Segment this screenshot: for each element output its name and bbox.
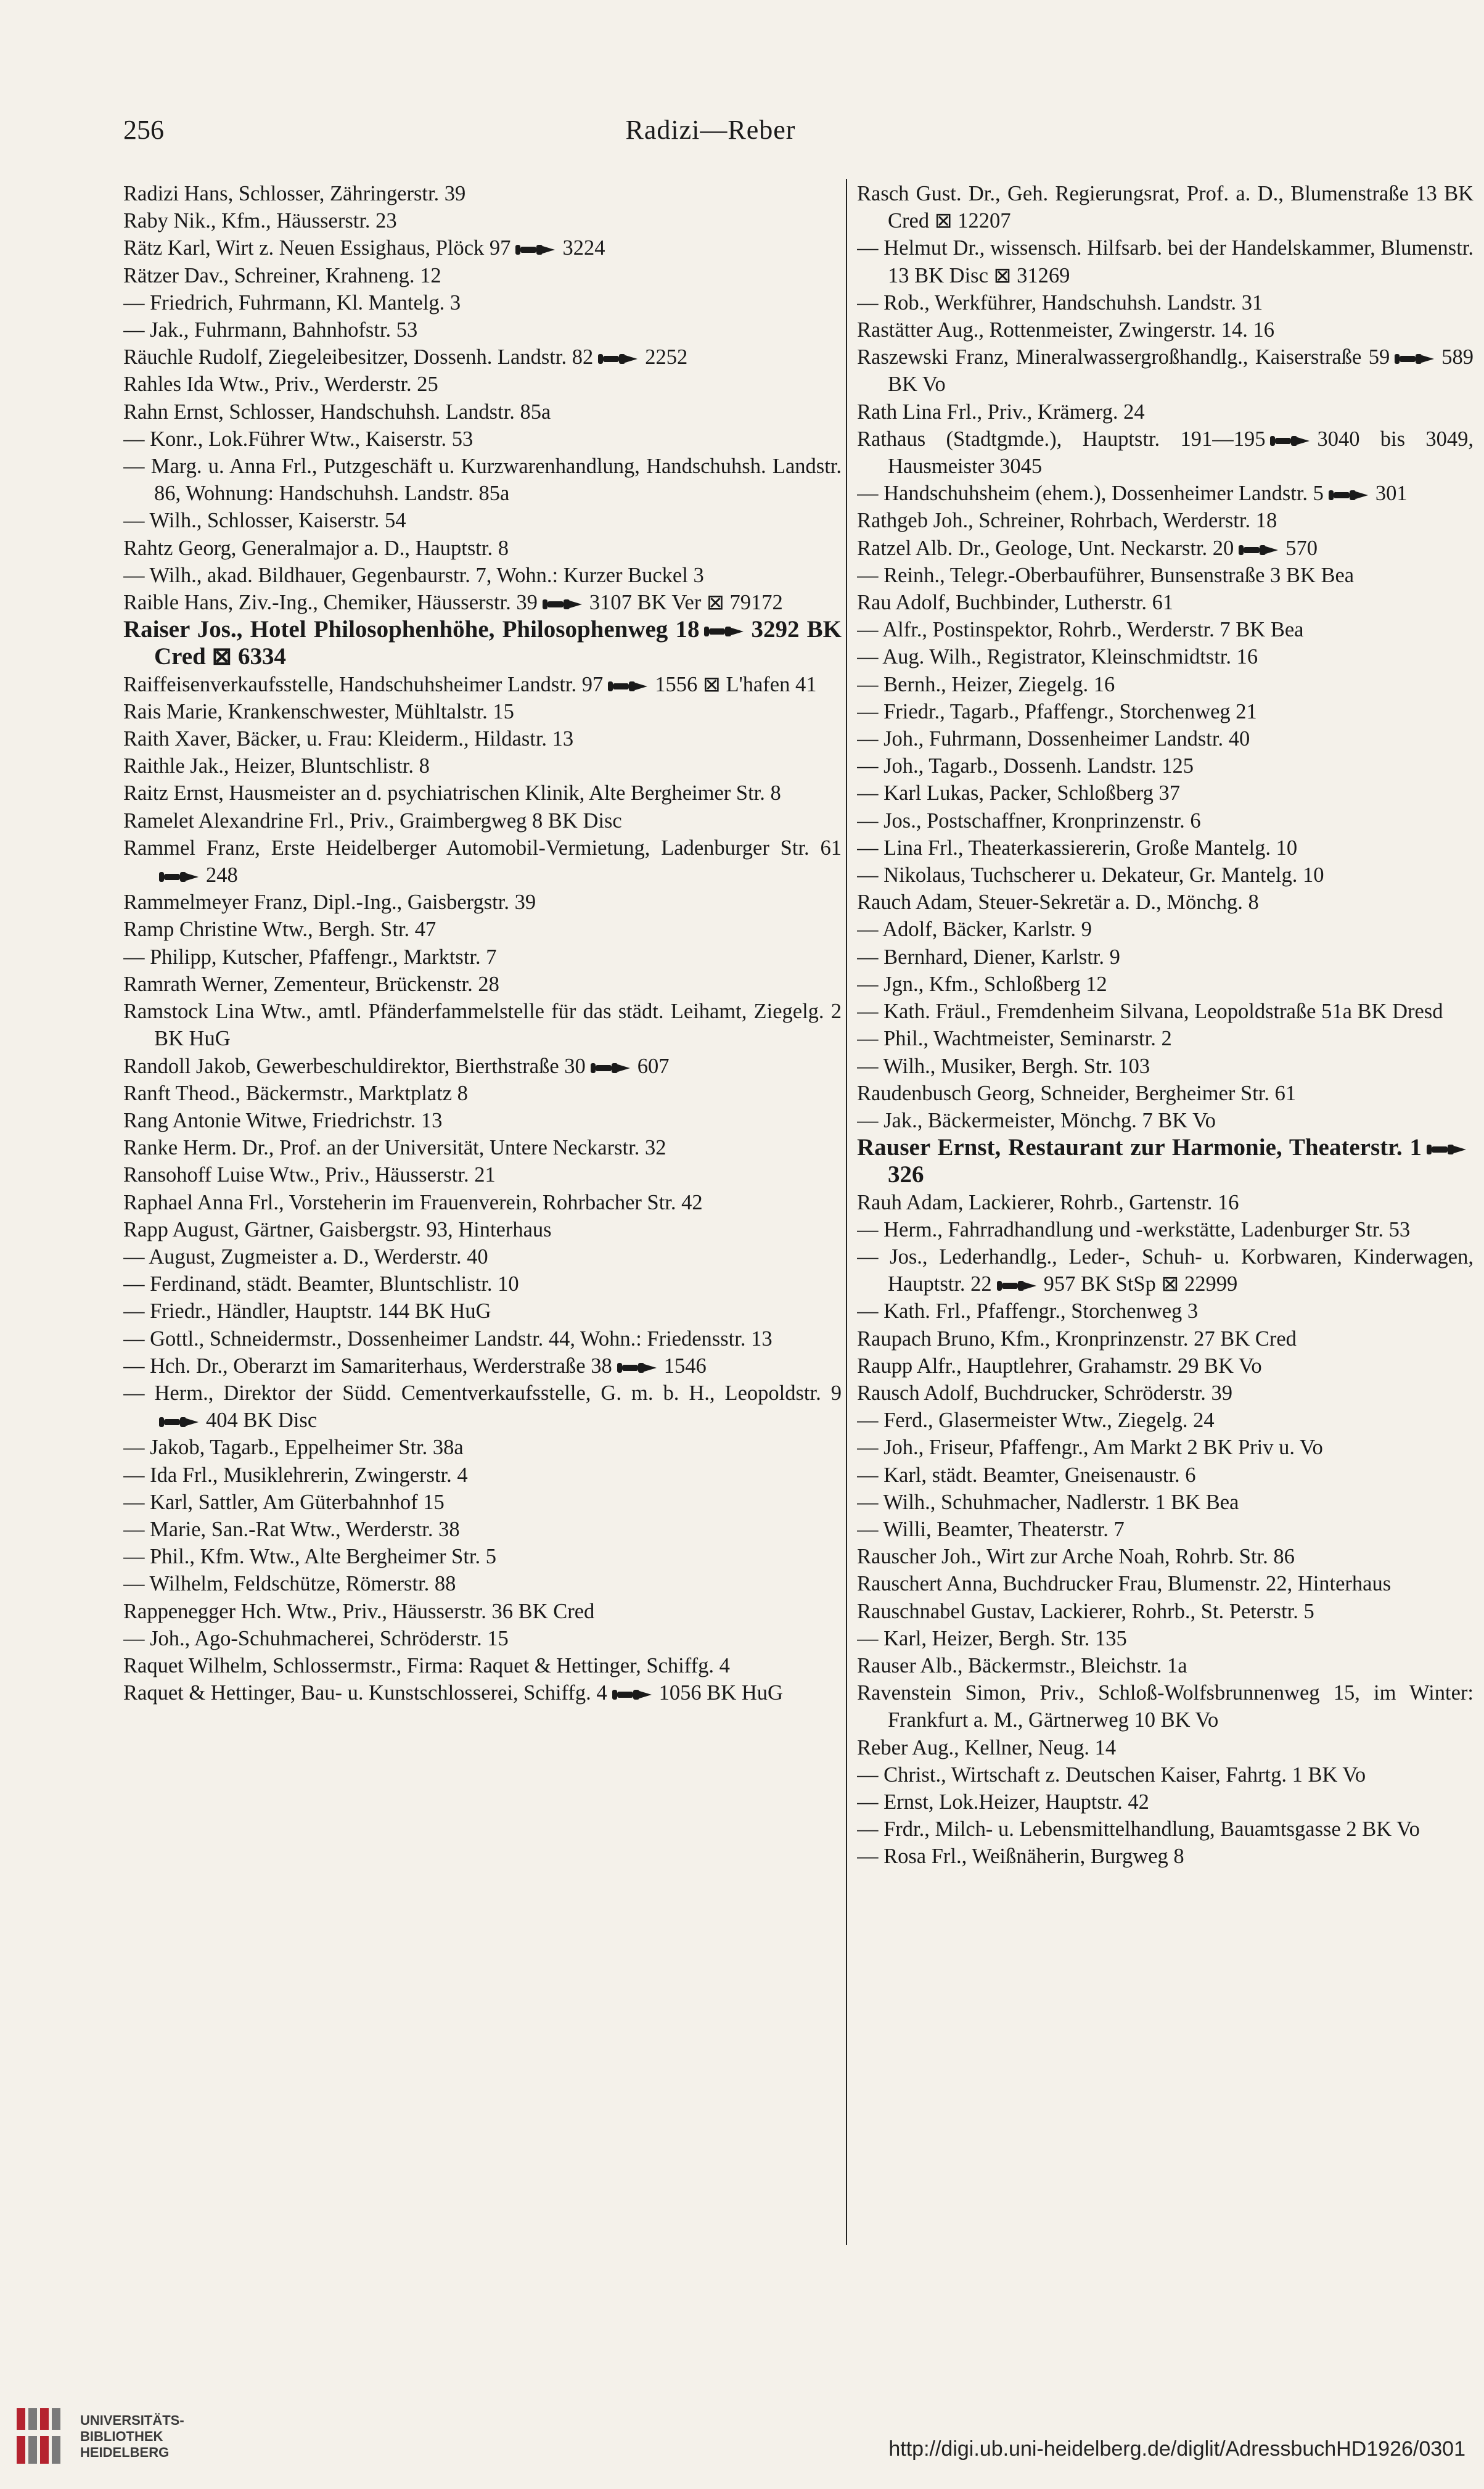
directory-entry [857, 1816, 1474, 1843]
entry-text: Raiffeisenverkaufsstelle, Handschuhsheimer Landstr. 97 [123, 672, 604, 696]
entry-text: — Karl, Heizer, Bergh. Str. 135 [857, 1626, 1127, 1650]
entry-text: — Christ., Wirtschaft z. Deutschen Kaiser, Fahrtg. 1 BK Vo [857, 1763, 1366, 1787]
directory-entry [857, 1080, 1474, 1107]
directory-entry [123, 807, 842, 834]
entry-text: Rauschnabel Gustav, Lackierer, Rohrb., St. Peterstr. 5 [857, 1599, 1314, 1623]
directory-entry [857, 1134, 1474, 1188]
entry-text: — Reinh., Telegr.-Oberbauführer, Bunsenstraße 3 BK Bea [857, 563, 1355, 587]
entry-text: Räuchle Rudolf, Ziegeleibesitzer, Dossenh. Landstr. 82 [123, 345, 594, 369]
entry-text: Ravenstein Simon, Priv., Schloß-Wolfsbrunnenweg 15, im Winter: Frankfurt a. M., Gärtnerweg 10 BK Vo [857, 1681, 1474, 1732]
directory-entry [123, 316, 842, 344]
directory-entry [857, 180, 1474, 234]
directory-entry [857, 1352, 1474, 1380]
directory-entry [123, 752, 842, 780]
entry-text: Rammelmeyer Franz, Dipl.-Ing., Gaisbergstr. 39 [123, 891, 536, 915]
entry-text: — Aug. Wilh., Registrator, Kleinschmidtstr. 16 [857, 645, 1258, 669]
directory-entry [857, 289, 1474, 316]
directory-entry [857, 344, 1474, 398]
directory-entry [123, 698, 842, 725]
left-column [123, 180, 842, 2246]
phone-number: 607 [637, 1054, 670, 1078]
entry-text: — Frdr., Milch- u. Lebensmittelhandlung, Bauamtsgasse 2 BK Vo [857, 1817, 1420, 1841]
entry-text: — Wilhelm, Feldschütze, Römerstr. 88 [123, 1572, 456, 1596]
directory-entry [123, 944, 842, 971]
running-title: Radizi—Reber [625, 115, 796, 145]
directory-entry [857, 1434, 1474, 1461]
entry-text: Raupp Alfr., Hauptlehrer, Grahamstr. 29 BK Vo [857, 1354, 1262, 1378]
directory-entry [123, 344, 842, 371]
directory-entry [857, 1325, 1474, 1352]
telephone-icon [703, 624, 747, 639]
directory-entry [123, 507, 842, 534]
entry-text: Rätzer Dav., Schreiner, Krahneng. 12 [123, 263, 441, 287]
telephone-icon [514, 242, 559, 257]
entry-text: — Kath. Fräul., Fremdenheim Silvana, Leopoldstraße 51a BK Dresd [857, 1000, 1443, 1024]
directory-entry [123, 1107, 842, 1134]
phone-number: 3040 [1317, 427, 1360, 451]
directory-entry [123, 1543, 842, 1570]
directory-entry [857, 971, 1474, 998]
phone-number: 1556 [655, 672, 698, 696]
directory-entry [857, 1652, 1474, 1679]
directory-entry [857, 616, 1474, 643]
directory-entry [857, 780, 1474, 807]
directory-entry [857, 1734, 1474, 1761]
entry-text: — Herm., Direktor der Südd. Cementverkaufsstelle, G. m. b. H., Leopoldstr. 9 [123, 1381, 842, 1405]
directory-entry [857, 535, 1474, 562]
directory-entry [123, 1679, 842, 1706]
directory-entry [123, 207, 842, 234]
entry-text: Rasch Gust. Dr., Geh. Regierungsrat, Prof. a. D., Blumenstraße 13 BK Cred ⊠ 12207 [857, 182, 1474, 233]
directory-entry [123, 780, 842, 807]
telephone-icon [541, 597, 586, 612]
directory-entry [857, 562, 1474, 589]
library-name-line-1: UNIVERSITÄTS- [80, 2413, 184, 2428]
telephone-icon [611, 1687, 655, 1702]
entry-text: Raible Hans, Ziv.-Ing., Chemiker, Häusserstr. 39 [123, 591, 538, 615]
entry-text: Randoll Jakob, Gewerbeschuldirektor, Bierthstraße 30 [123, 1054, 586, 1078]
entry-text: — Ernst, Lok.Heizer, Hauptstr. 42 [857, 1790, 1149, 1814]
entry-text: — Marg. u. Anna Frl., Putzgeschäft u. Kurzwarenhandlung, Handschuhsh. Landstr. 86, Wohnung: Handschuhsh. Landstr. 85a [123, 455, 842, 506]
entry-text: — Karl, städt. Beamter, Gneisenaustr. 6 [857, 1463, 1196, 1487]
entry-text: Ranke Herm. Dr., Prof. an der Universität, Untere Neckarstr. 32 [123, 1136, 666, 1160]
phone-number: 326 [888, 1161, 924, 1188]
directory-entry [857, 507, 1474, 534]
entry-text: Raszewski Franz, Mineralwassergroßhandlg., Kaiserstraße 59 [857, 345, 1390, 369]
directory-entry [857, 752, 1474, 780]
entry-text: — Joh., Friseur, Pfaffengr., Am Markt 2 BK Priv u. Vo [857, 1436, 1323, 1460]
entry-text: — Adolf, Bäcker, Karlstr. 9 [857, 918, 1092, 942]
directory-entry [123, 562, 842, 589]
entry-text: Raudenbusch Georg, Schneider, Bergheimer Str. 61 [857, 1081, 1297, 1105]
entry-text: Reber Aug., Kellner, Neug. 14 [857, 1735, 1117, 1759]
directory-entry [857, 1380, 1474, 1407]
entry-text: Raiser Jos., Hotel Philosophenhöhe, Philosophenweg 18 [123, 616, 700, 643]
directory-entry [857, 1516, 1474, 1543]
entry-text: — Joh., Tagarb., Dossenh. Landstr. 125 [857, 754, 1194, 778]
entry-text: Rauh Adam, Lackierer, Rohrb., Gartenstr. 16 [857, 1190, 1239, 1214]
phone-number: 1546 [663, 1354, 707, 1378]
entry-text: — Rosa Frl., Weißnäherin, Burgweg 8 [857, 1845, 1184, 1869]
telephone-icon [996, 1278, 1040, 1293]
entry-text: — Jakob, Tagarb., Eppelheimer Str. 38a [123, 1436, 464, 1460]
directory-entry [857, 589, 1474, 616]
directory-entry [123, 916, 842, 943]
entry-text: Ranft Theod., Bäckermstr., Marktplatz 8 [123, 1081, 468, 1105]
entry-text: — Marie, San.-Rat Wtw., Werderstr. 38 [123, 1517, 460, 1541]
directory-entry [857, 1598, 1474, 1625]
directory-entry [123, 1352, 842, 1380]
phone-number: 957 [1043, 1272, 1076, 1296]
entry-text: Raitz Ernst, Hausmeister an d. psychiatrischen Klinik, Alte Bergheimer Str. 8 [123, 781, 781, 805]
directory-entry [857, 1761, 1474, 1788]
column-divider [846, 179, 847, 2245]
entry-text: — Ferd., Glasermeister Wtw., Ziegelg. 24 [857, 1409, 1215, 1433]
telephone-icon [1237, 543, 1282, 557]
directory-entry [123, 1462, 842, 1489]
directory-entry [123, 725, 842, 752]
phone-number: 589 [1441, 345, 1474, 369]
entry-text: Rausch Adolf, Buchdrucker, Schröderstr. 39 [857, 1381, 1232, 1405]
directory-entry [123, 1270, 842, 1298]
entry-text: — Jos., Postschaffner, Kronprinzenstr. 6 [857, 808, 1201, 833]
directory-entry [857, 916, 1474, 943]
entry-text: Ramrath Werner, Zementeur, Brückenstr. 28 [123, 972, 499, 996]
entry-text: Rath Lina Frl., Priv., Krämerg. 24 [857, 400, 1145, 424]
entry-text: — Jak., Bäckermeister, Mönchg. 7 BK Vo [857, 1108, 1216, 1132]
page-header [123, 114, 1298, 151]
phone-number: 2252 [645, 345, 688, 369]
directory-entry [123, 289, 842, 316]
entry-text: — Friedr., Tagarb., Pfaffengr., Storchenweg 21 [857, 699, 1257, 723]
telephone-icon [589, 1061, 634, 1076]
directory-entry [123, 1080, 842, 1107]
entry-text: — Bernh., Heizer, Ziegelg. 16 [857, 672, 1115, 696]
entry-text: — August, Zugmeister a. D., Werderstr. 40 [123, 1244, 488, 1269]
entry-text: Rathgeb Joh., Schreiner, Rohrbach, Werderstr. 18 [857, 509, 1277, 533]
directory-entry [123, 998, 842, 1052]
entry-suffix: ⊠ L'hafen 41 [697, 672, 817, 696]
entry-text: — Friedr., Händler, Hauptstr. 144 BK HuG [123, 1299, 491, 1323]
entry-text: — Kath. Frl., Pfaffengr., Storchenweg 3 [857, 1299, 1199, 1323]
telephone-icon [1425, 1142, 1470, 1157]
directory-entry [123, 1652, 842, 1679]
entry-suffix: BK HuG [701, 1681, 783, 1705]
directory-entry [123, 262, 842, 289]
directory-entry [857, 1788, 1474, 1816]
entry-text: Raby Nik., Kfm., Häusserstr. 23 [123, 209, 397, 233]
phone-number: 404 [206, 1409, 238, 1433]
directory-entry [857, 1298, 1474, 1325]
entry-text: Raithle Jak., Heizer, Bluntschlistr. 8 [123, 754, 430, 778]
directory-entry [123, 1134, 842, 1161]
entry-text: Rastätter Aug., Rottenmeister, Zwingerstr. 14. 16 [857, 318, 1275, 342]
entry-text: — Bernhard, Diener, Karlstr. 9 [857, 945, 1120, 969]
entry-text: — Wilh., akad. Bildhauer, Gegenbaurstr. 7, Wohn.: Kurzer Buckel 3 [123, 563, 704, 587]
telephone-icon [1327, 488, 1372, 503]
directory-entry [123, 1298, 842, 1325]
directory-entry [123, 1053, 842, 1080]
directory-entry [123, 1325, 842, 1352]
entry-text: — Jak., Fuhrmann, Bahnhofstr. 53 [123, 318, 418, 342]
entry-text: — Hch. Dr., Oberarzt im Samariterhaus, Werderstraße 38 [123, 1354, 612, 1378]
entry-text: — Wilh., Schuhmacher, Nadlerstr. 1 BK Bea [857, 1490, 1239, 1514]
directory-entry [857, 234, 1474, 289]
library-emblem-icon [14, 2405, 69, 2467]
entry-text: Raith Xaver, Bäcker, u. Frau: Kleiderm., Hildastr. 13 [123, 727, 574, 751]
entry-text: — Philipp, Kutscher, Pfaffengr., Marktstr. 7 [123, 945, 497, 969]
directory-entry [857, 1025, 1474, 1052]
directory-entry [123, 1598, 842, 1625]
entry-text: — Konr., Lok.Führer Wtw., Kaiserstr. 53 [123, 427, 473, 451]
entry-text: Rauser Ernst, Restaurant zur Harmonie, Theaterstr. 1 [857, 1134, 1422, 1161]
directory-entry [857, 1243, 1474, 1298]
entry-suffix: BK Cred ⊠ 6334 [154, 616, 842, 670]
entry-text: Rathaus (Stadtgmde.), Hauptstr. 191—195 [857, 427, 1266, 451]
directory-entry [123, 1434, 842, 1461]
telephone-icon [616, 1360, 660, 1375]
telephone-icon [597, 352, 641, 366]
entry-text: — Karl, Sattler, Am Güterbahnhof 15 [123, 1490, 445, 1514]
telephone-icon [1393, 352, 1438, 366]
entry-text: — Alfr., Postinspektor, Rohrb., Werderstr. 7 BK Bea [857, 618, 1304, 642]
phone-number: 570 [1285, 536, 1318, 560]
entry-text: Ramp Christine Wtw., Bergh. Str. 47 [123, 918, 437, 942]
phone-number: 1056 [658, 1681, 702, 1705]
library-logo [14, 2405, 199, 2467]
library-name-line-2: BIBLIOTHEK [80, 2429, 163, 2444]
directory-entry [123, 371, 842, 398]
directory-entry [857, 671, 1474, 698]
directory-entry [123, 234, 842, 261]
entry-text: Rang Antonie Witwe, Friedrichstr. 13 [123, 1108, 443, 1132]
directory-entry [123, 889, 842, 916]
directory-entry [123, 1516, 842, 1543]
directory-entry [857, 1189, 1474, 1216]
entry-text: Rappenegger Hch. Wtw., Priv., Häusserstr. 36 BK Cred [123, 1599, 595, 1623]
entry-text: — Willi, Beamter, Theaterstr. 7 [857, 1517, 1125, 1541]
entry-text: — Ida Frl., Musiklehrerin, Zwingerstr. 4 [123, 1463, 468, 1487]
directory-entry [857, 1679, 1474, 1734]
directory-entry [857, 1625, 1474, 1652]
directory-entry [123, 453, 842, 507]
phone-number: 248 [206, 863, 238, 887]
entry-text: — Friedrich, Fuhrmann, Kl. Mantelg. 3 [123, 290, 461, 315]
entry-text: — Phil., Wachtmeister, Seminarstr. 2 [857, 1027, 1172, 1051]
phone-number: 3224 [562, 236, 605, 260]
page-number: 256 [123, 115, 164, 145]
entry-text: — Herm., Fahrradhandlung und -werkstätte, Ladenburger Str. 53 [857, 1217, 1411, 1241]
entry-text: Ramelet Alexandrine Frl., Priv., Graimbergweg 8 BK Disc [123, 808, 622, 833]
directory-entry [123, 426, 842, 453]
telephone-icon [158, 1415, 202, 1430]
entry-text: — Jgn., Kfm., Schloßberg 12 [857, 972, 1107, 996]
entry-text: Rahn Ernst, Schlosser, Handschuhsh. Landstr. 85a [123, 400, 551, 424]
directory-entry [857, 1407, 1474, 1434]
entry-text: Rahles Ida Wtw., Priv., Werderstr. 25 [123, 372, 438, 397]
entry-text: — Lina Frl., Theaterkassiererin, Große Mantelg. 10 [857, 836, 1298, 860]
directory-entry [857, 398, 1474, 426]
entry-text: Rauser Alb., Bäckermstr., Bleichstr. 1a [857, 1653, 1187, 1677]
directory-entry [123, 671, 842, 698]
directory-entry [123, 834, 842, 889]
entry-suffix: BK Disc [237, 1409, 318, 1433]
directory-entry [857, 1216, 1474, 1243]
entry-text: — Wilh., Musiker, Bergh. Str. 103 [857, 1054, 1150, 1078]
entry-text: Raupach Bruno, Kfm., Kronprinzenstr. 27 BK Cred [857, 1327, 1297, 1351]
library-name-line-3: HEIDELBERG [80, 2445, 170, 2460]
directory-entry [857, 1107, 1474, 1134]
directory-entry [123, 589, 842, 616]
directory-entry [857, 998, 1474, 1025]
directory-entry [123, 535, 842, 562]
directory-entry [123, 1625, 842, 1652]
entry-text: Raquet & Hettinger, Bau- u. Kunstschlosserei, Schiffg. 4 [123, 1681, 607, 1705]
directory-entry [123, 1243, 842, 1270]
right-column [857, 180, 1474, 2246]
directory-entry [857, 1489, 1474, 1516]
telephone-icon [607, 679, 651, 694]
entry-text: Rauschert Anna, Buchdrucker Frau, Blumenstr. 22, Hinterhaus [857, 1572, 1392, 1596]
entry-suffix: BK Vo [888, 372, 946, 397]
entry-text: Ramstock Lina Wtw., amtl. Pfänderfammelstelle für das städt. Leihamt, Ziegelg. 2 BK HuG [123, 1000, 842, 1051]
directory-entry [857, 807, 1474, 834]
entry-text: Raphael Anna Frl., Vorsteherin im Frauenverein, Rohrbacher Str. 42 [123, 1190, 703, 1214]
directory-entry [857, 1462, 1474, 1489]
directory-entry [857, 643, 1474, 670]
directory-entry [857, 862, 1474, 889]
directory-entry [123, 180, 842, 207]
directory-entry [857, 725, 1474, 752]
entry-text: Rau Adolf, Buchbinder, Lutherstr. 61 [857, 591, 1174, 615]
entry-text: Rapp August, Gärtner, Gaisbergstr. 93, Hinterhaus [123, 1217, 552, 1241]
entry-text: Rauscher Joh., Wirt zur Arche Noah, Rohrb. Str. 86 [857, 1545, 1295, 1569]
entry-text: Rammel Franz, Erste Heidelberger Automobil-Vermietung, Ladenburger Str. 61 [123, 836, 842, 860]
entry-suffix: BK Ver ⊠ 79172 [631, 591, 783, 615]
phone-number: 3107 [589, 591, 632, 615]
directory-entry [857, 426, 1474, 480]
directory-entry [857, 316, 1474, 344]
entry-text: — Handschuhsheim (ehem.), Dossenheimer Landstr. 5 [857, 482, 1324, 506]
entry-text: Rais Marie, Krankenschwester, Mühltalstr. 15 [123, 699, 514, 723]
source-url-link[interactable]: http://digi.ub.uni-heidelberg.de/diglit/AdressbuchHD1926/0301 [888, 2437, 1466, 2461]
entry-text: Rauch Adam, Steuer-Sekretär a. D., Mönchg. 8 [857, 891, 1259, 915]
entry-text: — Karl Lukas, Packer, Schloßberg 37 [857, 781, 1180, 805]
entry-suffix: bis 3049, Hausmeister 3045 [888, 427, 1474, 479]
directory-entry [857, 1843, 1474, 1870]
entry-text: Ratzel Alb. Dr., Geologe, Unt. Neckarstr. 20 [857, 536, 1234, 560]
telephone-icon [1269, 434, 1313, 448]
directory-entry [123, 398, 842, 426]
entry-text: Rätz Karl, Wirt z. Neuen Essighaus, Plöck 97 [123, 236, 511, 260]
entry-text: Ransohoff Luise Wtw., Priv., Häusserstr. 21 [123, 1163, 496, 1187]
phone-number: 301 [1375, 482, 1408, 506]
entry-text: — Joh., Ago-Schuhmacherei, Schröderstr. 15 [123, 1626, 509, 1650]
directory-entry [857, 944, 1474, 971]
telephone-icon [158, 870, 202, 884]
phone-number: 3292 [751, 616, 800, 643]
directory-entry [857, 1543, 1474, 1570]
entry-text: Rahtz Georg, Generalmajor a. D., Hauptstr. 8 [123, 536, 509, 560]
entry-text: — Gottl., Schneidermstr., Dossenheimer Landstr. 44, Wohn.: Friedensstr. 13 [123, 1327, 773, 1351]
entry-text: Raquet Wilhelm, Schlossermstr., Firma: Raquet & Hettinger, Schiffg. 4 [123, 1653, 730, 1677]
entry-text: — Phil., Kfm. Wtw., Alte Bergheimer Str. 5 [123, 1545, 496, 1569]
entry-text: — Rob., Werkführer, Handschuhsh. Landstr. 31 [857, 290, 1263, 315]
directory-entry [123, 1380, 842, 1434]
directory-entry [123, 1161, 842, 1188]
entry-text: — Jos., Lederhandlg., Leder-, Schuh- u. Korbwaren, Kinderwagen, Hauptstr. 22 [857, 1244, 1474, 1296]
directory-entry [123, 1570, 842, 1597]
directory-entry [123, 1216, 842, 1243]
directory-entry [857, 1570, 1474, 1597]
entry-text: — Wilh., Schlosser, Kaiserstr. 54 [123, 509, 406, 533]
directory-entry [123, 616, 842, 670]
entry-text: — Ferdinand, städt. Beamter, Bluntschlistr. 10 [123, 1272, 519, 1296]
directory-entry [123, 971, 842, 998]
entry-text: — Joh., Fuhrmann, Dossenheimer Landstr. 40 [857, 727, 1250, 751]
directory-entry [857, 698, 1474, 725]
directory-entry [857, 480, 1474, 507]
directory-entry [123, 1189, 842, 1216]
directory-entry [857, 1053, 1474, 1080]
entry-suffix: BK StSp ⊠ 22999 [1075, 1272, 1238, 1296]
directory-entry [857, 889, 1474, 916]
directory-entry [123, 1489, 842, 1516]
entry-text: Radizi Hans, Schlosser, Zähringerstr. 39 [123, 182, 466, 205]
entry-text: — Helmut Dr., wissensch. Hilfsarb. bei der Handelskammer, Blumenstr. 13 BK Disc ⊠ 31269 [857, 236, 1474, 287]
entry-text: — Nikolaus, Tuchscherer u. Dekateur, Gr. Mantelg. 10 [857, 863, 1324, 887]
directory-entry [857, 834, 1474, 862]
